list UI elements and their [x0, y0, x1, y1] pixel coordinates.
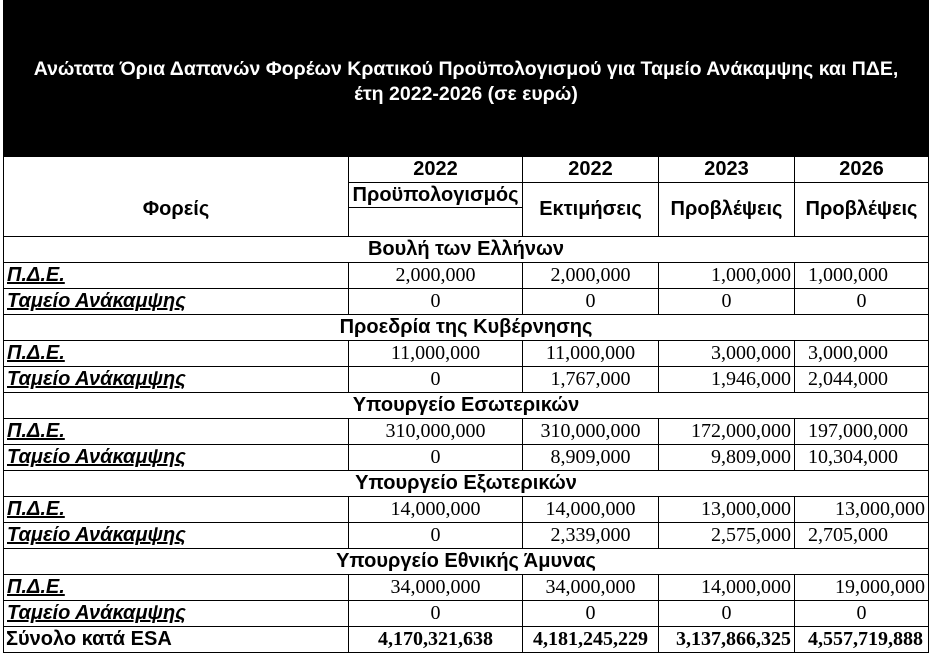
row-label-text: Π.Δ.Ε.	[7, 420, 65, 442]
value-estimate-2022: 8,909,000	[523, 445, 659, 471]
value-forecast-2023: 13,000,000	[659, 497, 795, 523]
row-label-recovery-fund	[4, 445, 349, 471]
header-year-forecast-2023: 2023	[659, 157, 795, 183]
header-label-budget: Προϋπολογισμός	[349, 183, 523, 208]
row-label-text: Π.Δ.Ε.	[7, 342, 65, 364]
value-budget-2022: 11,000,000	[349, 341, 523, 367]
title-line-2: έτη 2022-2026 (σε ευρώ)	[354, 83, 578, 105]
header-label-forecast-2026: Προβλέψεις	[795, 183, 929, 237]
total-budget-2022: 4,170,321,638	[349, 627, 523, 653]
value-forecast-2023: 14,000,000	[659, 575, 795, 601]
row-label-text: Ταμείο Ανάκαμψης	[7, 368, 186, 390]
value-forecast-2023: 1,946,000	[659, 367, 795, 393]
value-budget-2022: 14,000,000	[349, 497, 523, 523]
row-label-text: Ταμείο Ανάκαμψης	[7, 524, 186, 546]
title-banner	[3, 0, 929, 157]
header-year-estimate-2022: 2022	[523, 157, 659, 183]
row-label-text: Π.Δ.Ε.	[7, 264, 65, 286]
row-label-pde	[4, 263, 349, 289]
table-row-presidency-recovery-fund	[4, 367, 929, 393]
section-header-presidency: Προεδρία της Κυβέρνησης	[4, 315, 929, 341]
section-header-foreign-affairs: Υπουργείο Εξωτερικών	[4, 471, 929, 497]
total-forecast-2023: 3,137,866,325	[659, 627, 795, 653]
table-row-foreign-affairs-pde	[4, 497, 929, 523]
value-forecast-2023: 0	[659, 601, 795, 627]
value-estimate-2022: 1,767,000	[523, 367, 659, 393]
value-forecast-2026: 3,000,000	[795, 341, 929, 367]
table-row-presidency-pde	[4, 341, 929, 367]
value-estimate-2022: 2,339,000	[523, 523, 659, 549]
value-forecast-2026: 19,000,000	[795, 575, 929, 601]
value-budget-2022: 2,000,000	[349, 263, 523, 289]
value-forecast-2026: 1,000,000	[795, 263, 929, 289]
value-forecast-2023: 9,809,000	[659, 445, 795, 471]
table-row-parliament-pde	[4, 263, 929, 289]
header-label-forecast-2023: Προβλέψεις	[659, 183, 795, 237]
row-label-recovery-fund	[4, 601, 349, 627]
total-forecast-2026: 4,557,719,888	[795, 627, 929, 653]
row-label-pde	[4, 341, 349, 367]
title-line-1: Ανώτατα Όρια Δαπανών Φορέων Κρατικού Προϋπολογισμού για Ταμείο Ανάκαμψης και ΠΔΕ,	[33, 58, 899, 80]
table-row-interior-pde	[4, 419, 929, 445]
budget-table	[3, 157, 929, 653]
row-label-text: Π.Δ.Ε.	[7, 576, 65, 598]
row-label-recovery-fund	[4, 367, 349, 393]
value-forecast-2023: 0	[659, 289, 795, 315]
value-forecast-2023: 2,575,000	[659, 523, 795, 549]
table-row-national-defence-pde	[4, 575, 929, 601]
value-budget-2022: 0	[349, 445, 523, 471]
value-estimate-2022: 34,000,000	[523, 575, 659, 601]
table-header	[4, 157, 929, 237]
value-estimate-2022: 2,000,000	[523, 263, 659, 289]
header-label-estimate: Εκτιμήσεις	[523, 183, 659, 237]
value-budget-2022: 34,000,000	[349, 575, 523, 601]
value-budget-2022: 0	[349, 289, 523, 315]
value-forecast-2023: 3,000,000	[659, 341, 795, 367]
value-forecast-2026: 2,705,000	[795, 523, 929, 549]
value-forecast-2023: 172,000,000	[659, 419, 795, 445]
value-forecast-2026: 197,000,000	[795, 419, 929, 445]
table-row-foreign-affairs-recovery-fund	[4, 523, 929, 549]
value-estimate-2022: 0	[523, 601, 659, 627]
table-row-total	[4, 627, 929, 653]
table-row-national-defence-recovery-fund	[4, 601, 929, 627]
total-label: Σύνολο κατά ESA	[4, 627, 349, 653]
value-estimate-2022: 0	[523, 289, 659, 315]
value-budget-2022: 0	[349, 367, 523, 393]
row-label-text: Ταμείο Ανάκαμψης	[7, 446, 186, 468]
value-forecast-2026: 2,044,000	[795, 367, 929, 393]
value-forecast-2026: 13,000,000	[795, 497, 929, 523]
section-header-parliament: Βουλή των Ελλήνων	[4, 237, 929, 263]
row-label-pde	[4, 497, 349, 523]
value-budget-2022: 0	[349, 523, 523, 549]
row-label-text: Ταμείο Ανάκαμψης	[7, 290, 186, 312]
header-corner	[4, 157, 349, 183]
section-header-national-defence: Υπουργείο Εθνικής Άμυνας	[4, 549, 929, 575]
header-year-forecast-2026: 2026	[795, 157, 929, 183]
value-budget-2022: 0	[349, 601, 523, 627]
row-label-recovery-fund	[4, 523, 349, 549]
value-estimate-2022: 11,000,000	[523, 341, 659, 367]
value-estimate-2022: 14,000,000	[523, 497, 659, 523]
section-header-interior: Υπουργείο Εσωτερικών	[4, 393, 929, 419]
header-entities: Φορείς	[4, 183, 349, 237]
table-row-interior-recovery-fund	[4, 445, 929, 471]
header-year-budget-2022: 2022	[349, 157, 523, 183]
row-label-pde	[4, 419, 349, 445]
row-label-recovery-fund	[4, 289, 349, 315]
table-row-parliament-recovery-fund	[4, 289, 929, 315]
total-estimate-2022: 4,181,245,229	[523, 627, 659, 653]
value-budget-2022: 310,000,000	[349, 419, 523, 445]
row-label-text: Ταμείο Ανάκαμψης	[7, 602, 186, 624]
header-budget-blank	[349, 208, 523, 237]
value-forecast-2023: 1,000,000	[659, 263, 795, 289]
value-forecast-2026: 0	[795, 601, 929, 627]
row-label-pde	[4, 575, 349, 601]
row-label-text: Π.Δ.Ε.	[7, 498, 65, 520]
value-forecast-2026: 10,304,000	[795, 445, 929, 471]
value-forecast-2026: 0	[795, 289, 929, 315]
value-estimate-2022: 310,000,000	[523, 419, 659, 445]
